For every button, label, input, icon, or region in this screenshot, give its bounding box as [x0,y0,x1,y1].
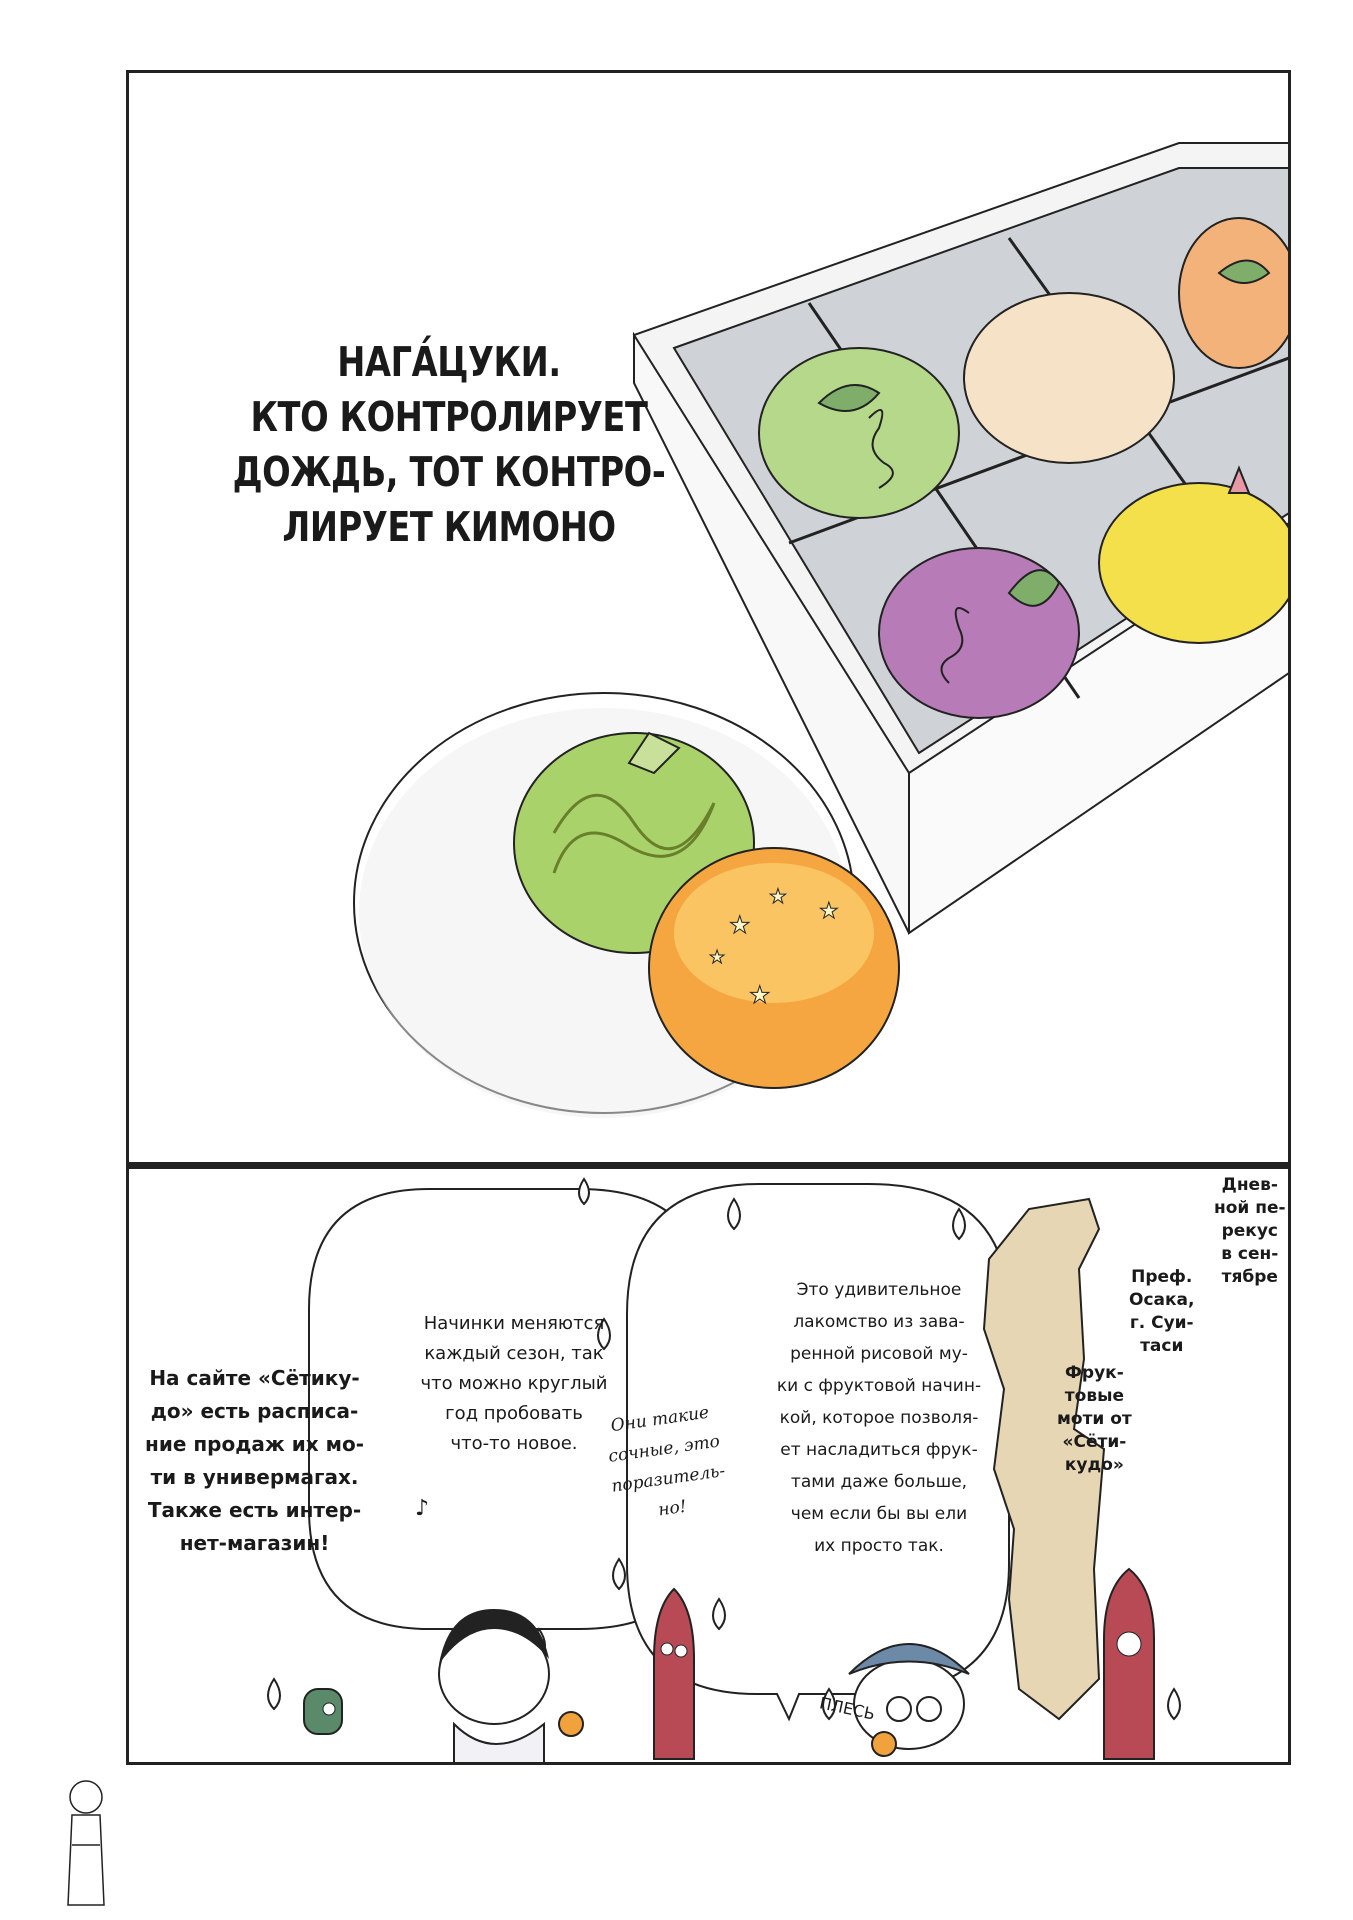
svg-text:★: ★ [729,912,751,939]
svg-text:★: ★ [709,947,726,967]
speech-line: Начинки меняются [423,1313,605,1334]
product-line: Фрук- [1065,1363,1124,1383]
season-line: в сен- [1221,1244,1279,1264]
handwritten-line: поразитель- [610,1460,727,1497]
season-line: тябре [1221,1267,1278,1287]
title-line: КТО КОНТРОЛИРУЕТ [250,393,648,441]
product-line: «Сёти- [1062,1432,1127,1452]
character-green [304,1689,342,1734]
svg-text:★: ★ [819,898,839,923]
svg-text:★: ★ [769,886,787,908]
season-line: рекус [1221,1221,1278,1241]
speech-line: что можно круглый [420,1373,608,1394]
speech-line: кой, которое позволя- [779,1408,979,1428]
margin-doodle [58,1775,118,1915]
top-panel [126,70,1291,1165]
website-note [145,1362,364,1560]
speech-line: их просто так. [814,1536,944,1556]
website-note-line: ти в универмагах. [150,1465,359,1489]
speech-text-left [399,1309,629,1459]
speech-line: ренной рисовой му- [790,1344,968,1364]
title-line: ДОЖДЬ, ТОТ КОНТРО- [232,448,666,496]
speech-line: лакомство из зава- [793,1312,965,1332]
handwritten-line: но! [657,1496,688,1521]
music-note-icon: ♪ [415,1496,430,1521]
product-line: товые [1064,1386,1124,1406]
season-label [1214,1174,1286,1289]
svg-text:★: ★ [749,982,771,1009]
season-line: ной пе- [1214,1198,1286,1218]
speech-line: Это удивительное [796,1280,962,1300]
plate-with-mochi [354,693,899,1118]
speech-text-right [754,1274,1004,1562]
location-line: Преф. [1131,1267,1193,1287]
product-line: моти от [1057,1409,1132,1429]
location-line: г. Суи- [1129,1313,1194,1333]
website-note-line: нет-магазин! [179,1531,330,1555]
speech-line: каждый сезон, так [424,1343,604,1364]
handwritten-line: Они такие [609,1402,711,1437]
handwritten-exclamation [601,1397,731,1532]
mochi-illustration [129,73,1289,1163]
location-line: таси [1140,1336,1184,1356]
website-note-line: ние продаж их мо- [145,1432,365,1456]
character-red-right [1104,1569,1154,1759]
website-note-line: На сайте «Сётику- [149,1366,360,1390]
website-note-line: Также есть интер- [147,1498,362,1522]
season-line: Днев- [1221,1175,1278,1195]
character-red-left [654,1589,694,1759]
speech-line: что-то новое. [450,1433,578,1454]
character-boy [439,1609,583,1765]
sound-effect: ПЛЕСЬ [817,1693,877,1724]
speech-line: ет насладиться фрук- [780,1440,978,1460]
speech-line: ки с фруктовой начин- [776,1376,982,1396]
title-line: ЛИРУЕТ КИМОНО [282,503,616,551]
speech-line: чем если бы вы ели [790,1504,968,1524]
product-line: кудо» [1064,1455,1124,1475]
speech-line: год пробовать [445,1403,583,1424]
product-label [1057,1362,1132,1477]
handwritten-line: сочные, это [607,1431,722,1467]
chapter-title [219,335,678,555]
title-line: НАГА́ЦУКИ. [337,338,561,386]
speech-line: тами даже больше, [790,1472,968,1492]
location-line: Осака, [1129,1290,1195,1310]
website-note-line: до» есть расписа- [150,1399,359,1423]
location-label [1129,1266,1194,1358]
bottom-panel [126,1165,1291,1765]
